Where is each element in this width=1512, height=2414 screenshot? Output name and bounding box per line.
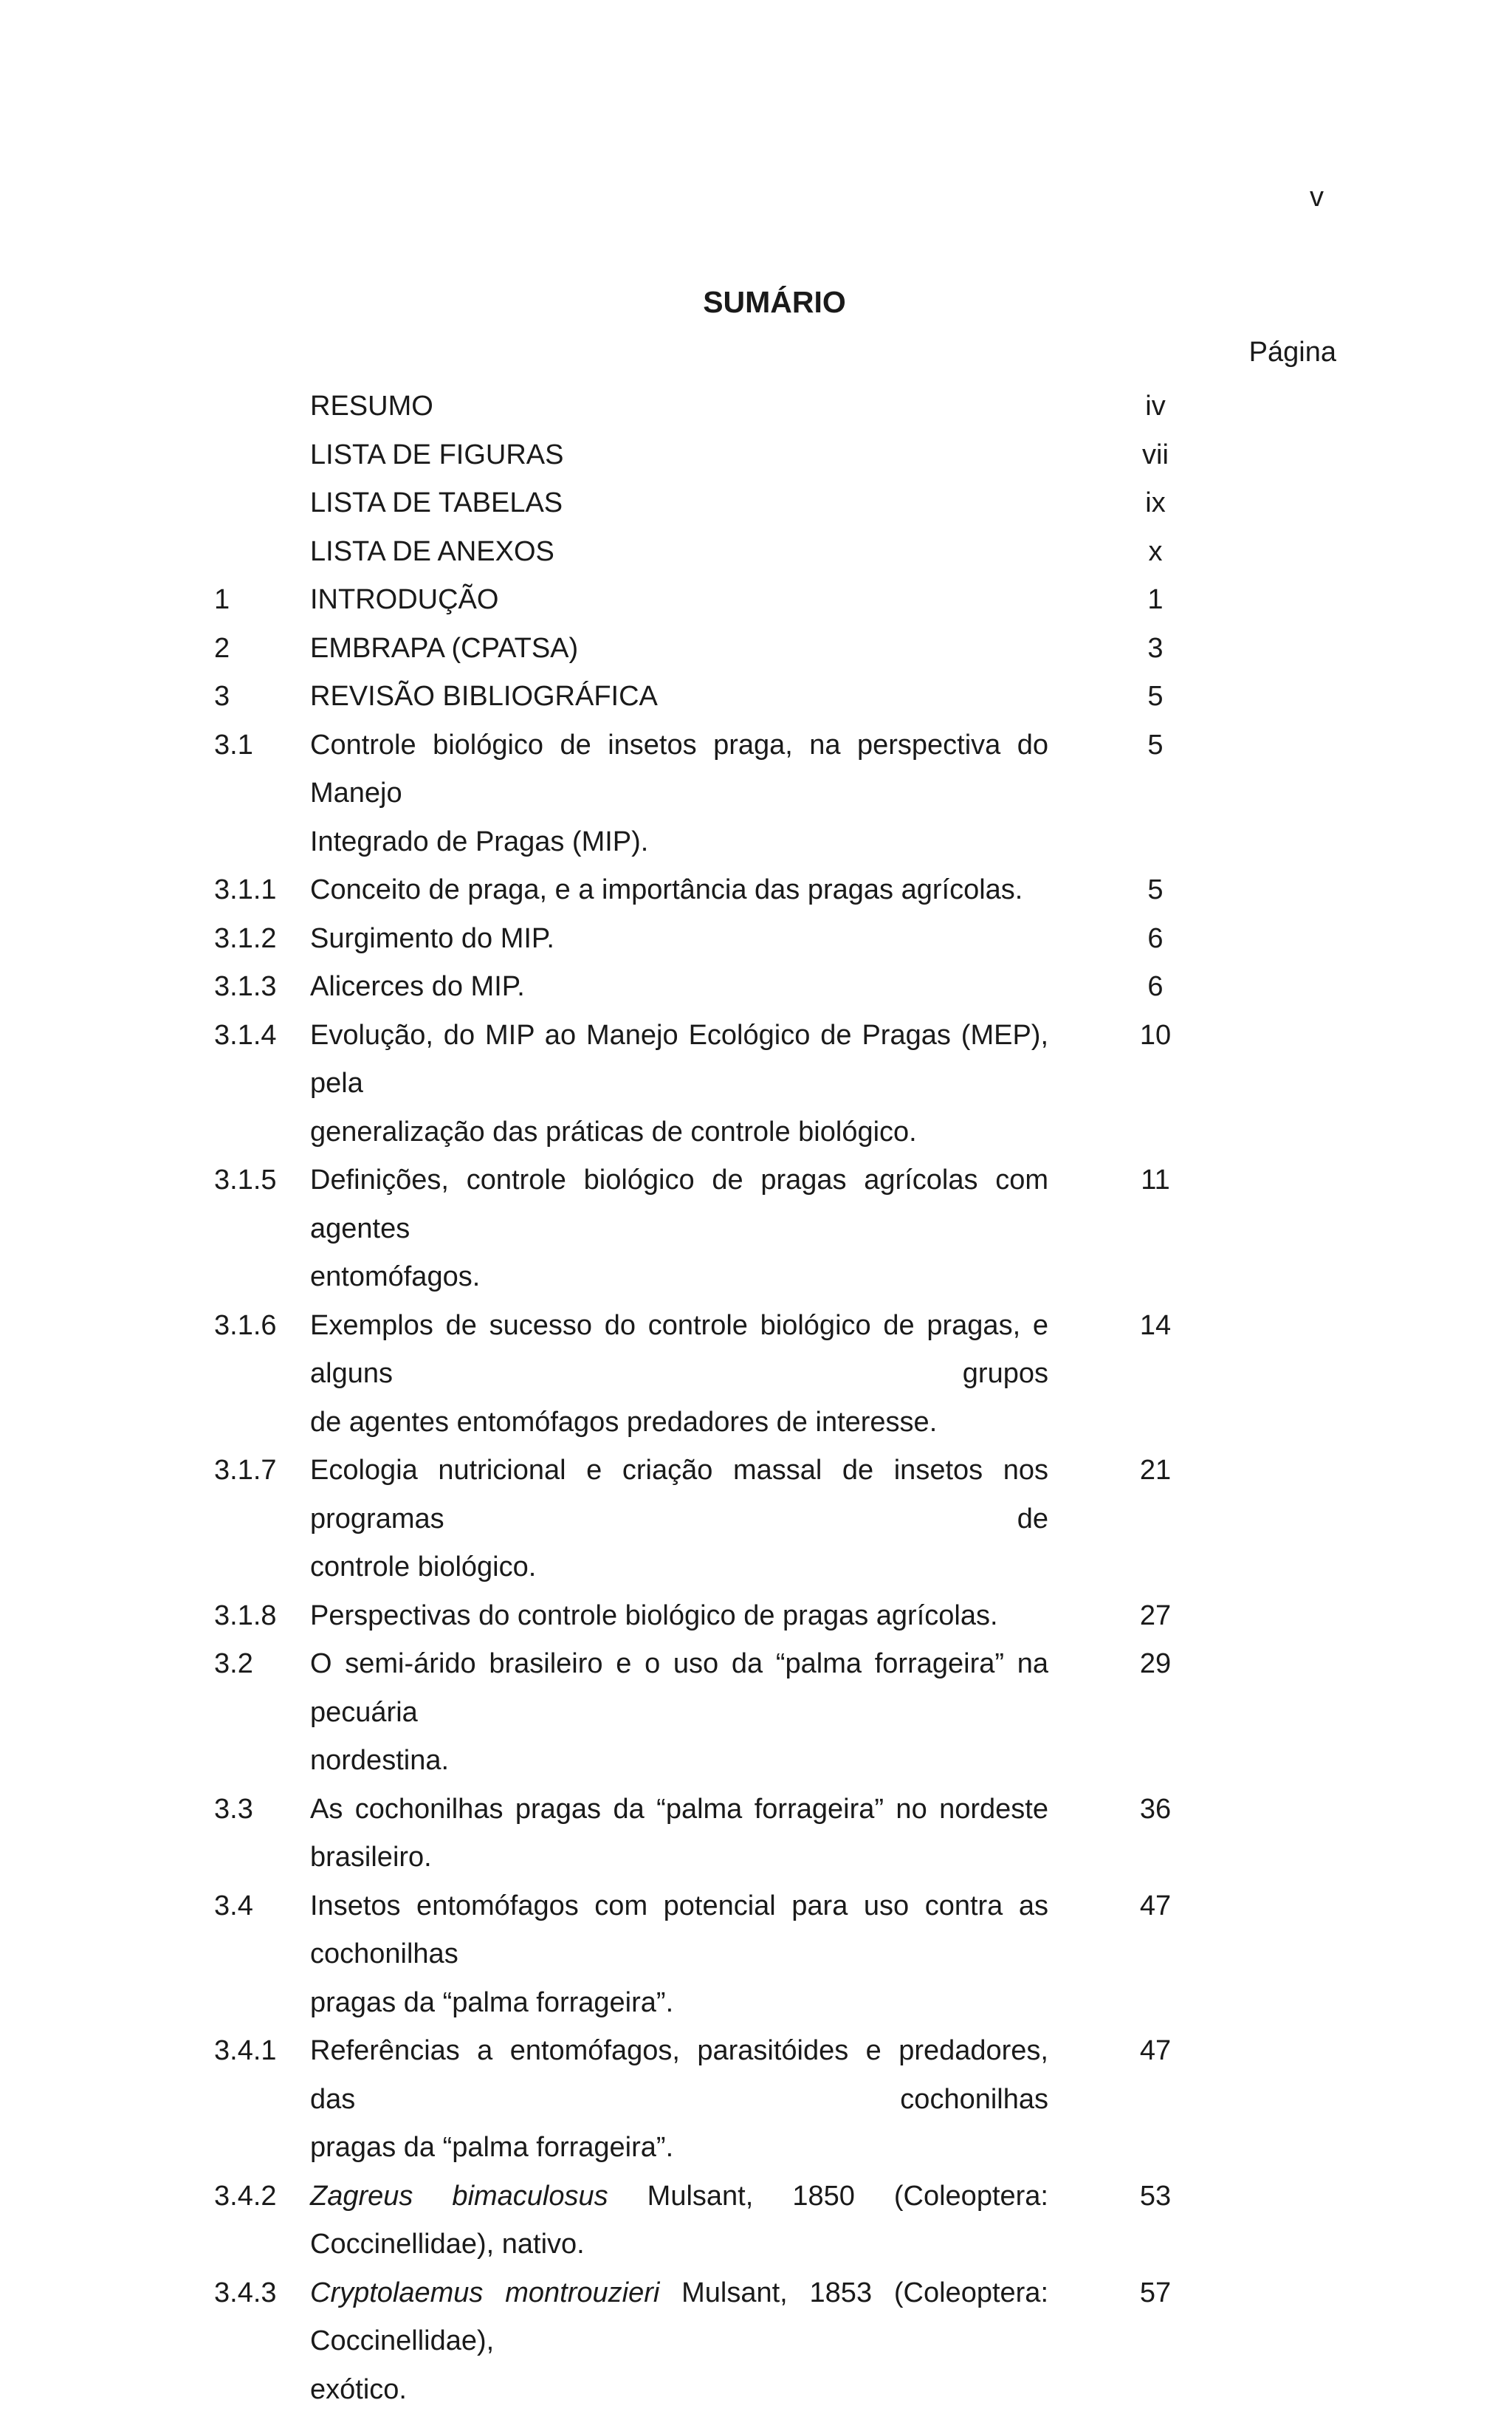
toc-entry-title	[310, 1882, 1048, 2028]
toc-entry-title-line2: pragas da “palma forrageira”.	[310, 1979, 1048, 2028]
toc-entry-page: 21	[1107, 1447, 1203, 1592]
toc-entry-3-3[interactable]	[214, 1786, 1336, 1882]
toc-entry-number: 3.1.6	[214, 1302, 310, 1447]
toc-entry-page: 14	[1107, 1302, 1203, 1447]
toc-entry-title: Conceito de praga, e a importância das pragas agrícolas.	[310, 866, 1048, 915]
toc-entry-page: 53	[1107, 2173, 1203, 2269]
toc-entry-number: 3.1.2	[214, 915, 310, 964]
toc-entry-number: 3.1.8	[214, 1592, 310, 1641]
toc-entry-3-1-8[interactable]	[214, 1592, 1336, 1641]
toc-entry-revisao[interactable]	[214, 673, 1336, 721]
toc-entry-3-4[interactable]	[214, 1882, 1336, 2028]
page-number: v	[1310, 182, 1324, 213]
toc-entry-3-4-3[interactable]	[214, 2269, 1336, 2414]
toc-entry-title: Alicerces do MIP.	[310, 963, 1048, 1012]
toc-entry-embrapa[interactable]	[214, 625, 1336, 673]
toc-entry-3-4-2[interactable]	[214, 2173, 1336, 2269]
toc-entry-title-line1: Definições, controle biológico de pragas agrícolas com agentes	[310, 1156, 1048, 1253]
toc-entry-page: 5	[1107, 866, 1203, 915]
toc-entry-title	[310, 1156, 1048, 1302]
toc-entry-title-line2: controle biológico.	[310, 1543, 1048, 1592]
toc-entry-species-name: Cryptolaemus montrouzieri	[310, 2277, 659, 2308]
toc-entry-3-1-2[interactable]	[214, 915, 1336, 964]
toc-entry-title-line1: Evolução, do MIP ao Manejo Ecológico de Pragas (MEP), pela	[310, 1012, 1048, 1108]
toc-entry-title-line1: Ecologia nutricional e criação massal de insetos nos programas de	[310, 1447, 1048, 1543]
toc-entry-number: 3.1.3	[214, 963, 310, 1012]
toc-entry-title-line2: pragas da “palma forrageira”.	[310, 2124, 1048, 2173]
toc-entry-number: 2	[214, 625, 310, 673]
toc-entry-title-line1: O semi-árido brasileiro e o uso da “palma forrageira” na pecuária	[310, 1640, 1048, 1737]
toc-entry-number: 3	[214, 673, 310, 721]
toc-entry-page: 11	[1107, 1156, 1203, 1302]
toc-entry-title: REVISÃO BIBLIOGRÁFICA	[310, 673, 1048, 721]
toc-entry-number	[214, 479, 310, 528]
toc-entry-title	[310, 2173, 1048, 2269]
toc-entry-page: 36	[1107, 1786, 1203, 1882]
toc-entry-page: ix	[1107, 479, 1203, 528]
toc-entry-lista-anexos[interactable]	[214, 528, 1336, 577]
toc-entry-title-line1: Exemplos de sucesso do controle biológico de pragas, e alguns grupos	[310, 1302, 1048, 1399]
toc-entry-title: As cochonilhas pragas da “palma forrageira” no nordeste brasileiro.	[310, 1786, 1048, 1882]
toc-entry-title-rest: Mulsant, 1850 (Coleoptera: Coccinellidae), nativo.	[310, 2181, 1048, 2260]
toc-entry-page: 6	[1107, 915, 1203, 964]
toc-entry-title-line1	[310, 2269, 1048, 2366]
toc-entry-3-1-3[interactable]	[214, 963, 1336, 1012]
toc-entry-title: LISTA DE TABELAS	[310, 479, 1048, 528]
toc-entry-number	[214, 431, 310, 480]
toc-entry-3-1-6[interactable]	[214, 1302, 1336, 1447]
toc-entry-title	[310, 2027, 1048, 2173]
toc-entry-title-line2: exótico.	[310, 2366, 1048, 2414]
toc-entry-page: 3	[1107, 625, 1203, 673]
toc-entry-3-1-5[interactable]	[214, 1156, 1336, 1302]
toc-entry-title: INTRODUÇÃO	[310, 576, 1048, 625]
toc-entry-species-name: Zagreus bimaculosus	[310, 2181, 608, 2212]
toc-entry-number: 1	[214, 576, 310, 625]
toc-entry-page: 5	[1107, 673, 1203, 721]
toc-entry-page: 6	[1107, 963, 1203, 1012]
toc-entry-3-1[interactable]	[214, 721, 1336, 867]
toc-entry-title: LISTA DE ANEXOS	[310, 528, 1048, 577]
toc-entry-title-line1: Referências a entomófagos, parasitóides e predadores, das cochonilhas	[310, 2027, 1048, 2124]
toc-entry-number: 3.1.1	[214, 866, 310, 915]
toc-entry-number: 3.4.1	[214, 2027, 310, 2173]
toc-entry-page: x	[1107, 528, 1203, 577]
toc-entry-title	[310, 1640, 1048, 1786]
toc-entry-number: 3.3	[214, 1786, 310, 1882]
toc-entry-lista-figuras[interactable]	[214, 431, 1336, 480]
toc-entry-title	[310, 1302, 1048, 1447]
toc-entry-number: 3.4.3	[214, 2269, 310, 2414]
toc-entry-title	[310, 2269, 1048, 2414]
toc-entry-page: 5	[1107, 721, 1203, 867]
page-column-header: Página	[1218, 337, 1336, 368]
toc-entry-title-line1: Controle biológico de insetos praga, na perspectiva do Manejo	[310, 721, 1048, 818]
toc-entry-title-line2: Integrado de Pragas (MIP).	[310, 818, 1048, 867]
toc-list	[214, 383, 1336, 2414]
toc-entry-title-line2: generalização das práticas de controle biológico.	[310, 1108, 1048, 1157]
toc-entry-title-line2: nordestina.	[310, 1737, 1048, 1786]
toc-entry-title: LISTA DE FIGURAS	[310, 431, 1048, 480]
toc-entry-title: RESUMO	[310, 383, 1048, 431]
toc-entry-introducao[interactable]	[214, 576, 1336, 625]
toc-entry-title	[310, 1447, 1048, 1592]
toc-entry-3-1-7[interactable]	[214, 1447, 1336, 1592]
toc-entry-page: 10	[1107, 1012, 1203, 1157]
toc-entry-page: 29	[1107, 1640, 1203, 1786]
toc-entry-lista-tabelas[interactable]	[214, 479, 1336, 528]
toc-entry-number: 3.4	[214, 1882, 310, 2028]
toc-entry-title-line2: de agentes entomófagos predadores de interesse.	[310, 1399, 1048, 1447]
toc-entry-title	[310, 1012, 1048, 1157]
toc-entry-3-1-4[interactable]	[214, 1012, 1336, 1157]
toc-entry-resumo[interactable]	[214, 383, 1336, 431]
toc-entry-number: 3.4.2	[214, 2173, 310, 2269]
toc-entry-page: vii	[1107, 431, 1203, 480]
toc-entry-number: 3.1.7	[214, 1447, 310, 1592]
toc-entry-title: EMBRAPA (CPATSA)	[310, 625, 1048, 673]
toc-entry-3-1-1[interactable]	[214, 866, 1336, 915]
toc-entry-title: Perspectivas do controle biológico de pragas agrícolas.	[310, 1592, 1048, 1641]
toc-entry-title-line1: Insetos entomófagos com potencial para uso contra as cochonilhas	[310, 1882, 1048, 1979]
toc-entry-number: 3.1	[214, 721, 310, 867]
toc-entry-number	[214, 528, 310, 577]
toc-entry-number: 3.1.5	[214, 1156, 310, 1302]
toc-entry-page: iv	[1107, 383, 1203, 431]
toc-entry-page: 57	[1107, 2269, 1203, 2414]
toc-entry-number: 3.1.4	[214, 1012, 310, 1157]
toc-entry-title-rest: Mulsant, 1853 (Coleoptera: Coccinellidae),	[310, 2277, 1048, 2357]
toc-title: SUMÁRIO	[0, 285, 1512, 320]
toc-entry-title-line2: entomófagos.	[310, 1253, 1048, 1302]
toc-entry-number	[214, 383, 310, 431]
toc-entry-3-2[interactable]	[214, 1640, 1336, 1786]
toc-entry-title: Surgimento do MIP.	[310, 915, 1048, 964]
toc-entry-page: 1	[1107, 576, 1203, 625]
toc-entry-page: 47	[1107, 2027, 1203, 2173]
toc-entry-page: 47	[1107, 1882, 1203, 2028]
toc-entry-number: 3.2	[214, 1640, 310, 1786]
toc-entry-page: 27	[1107, 1592, 1203, 1641]
toc-entry-title	[310, 721, 1048, 867]
toc-entry-3-4-1[interactable]	[214, 2027, 1336, 2173]
